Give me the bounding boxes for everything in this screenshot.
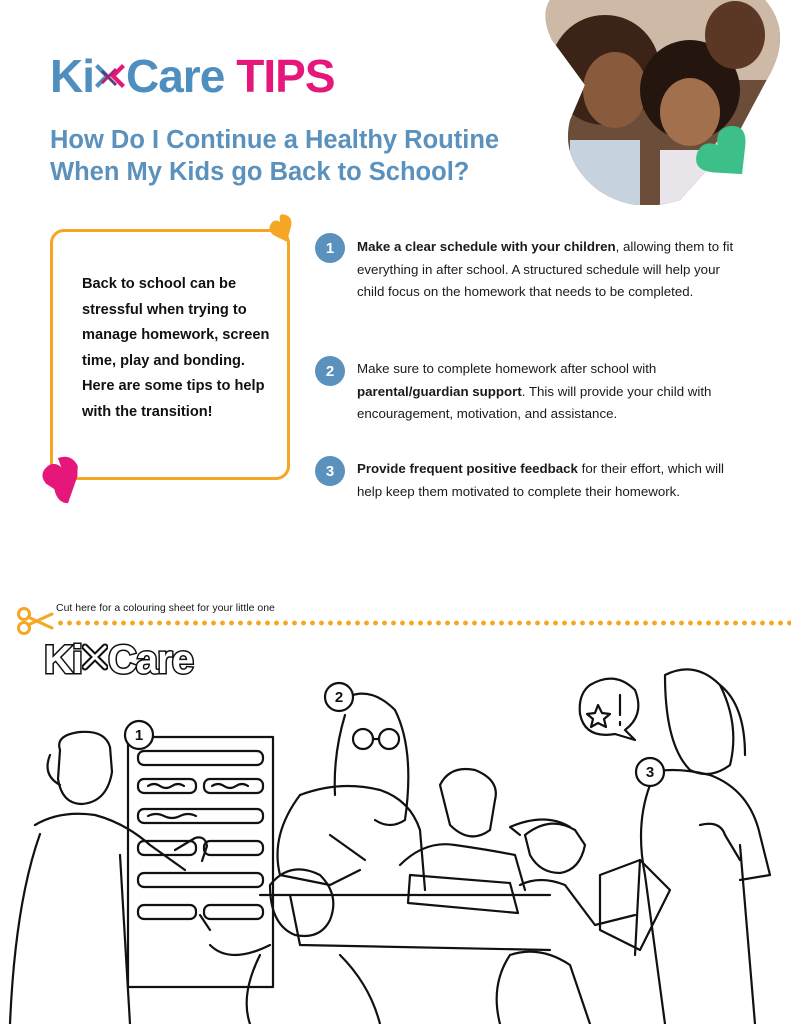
tip-1-bold: Make a clear schedule with your children bbox=[357, 239, 616, 254]
logo-care-text: Care bbox=[126, 50, 225, 102]
logo-kid-text: Ki bbox=[50, 50, 94, 102]
tip-number-badge: 1 bbox=[315, 233, 345, 263]
logo-x-mark-icon bbox=[95, 56, 125, 96]
tip-2-rest: . This will provide your child with encouragement, motivation, and assistance. bbox=[357, 383, 712, 421]
tip-3-rest: for their effort, which will help keep them motivated to complete their homework. bbox=[357, 461, 725, 499]
tip-2-bold: parental/guardian support bbox=[357, 383, 522, 399]
tip-number-badge: 3 bbox=[315, 456, 345, 486]
cut-line-label: Cut here for a colouring sheet for your little one bbox=[56, 602, 275, 614]
colouring-illustration bbox=[0, 655, 791, 1024]
tip-2-text bbox=[357, 358, 747, 426]
orange-heart-icon bbox=[268, 212, 298, 246]
dotted-cut-line bbox=[56, 620, 791, 626]
tip-3-text bbox=[357, 458, 747, 503]
kidcare-tips-logo bbox=[50, 50, 335, 102]
tip-1-text bbox=[357, 236, 747, 304]
marker-2: 2 bbox=[334, 689, 344, 706]
pink-heart-icon bbox=[40, 452, 84, 510]
tip-1-rest: , allowing them to fit everything in after school. A structured schedule will help your child focus on the homework that needs to be completed. bbox=[357, 239, 734, 299]
colouring-logo-care: Care bbox=[108, 638, 193, 682]
intro-callout-text: Back to school can be stressful when trying to manage homework, screen time, play and bonding. Here are some tips to help with the transition! bbox=[82, 276, 270, 420]
colouring-logo-kid: Ki bbox=[44, 638, 82, 682]
scissors-icon bbox=[16, 606, 54, 636]
tip-2-pre: Make sure to complete homework after school with bbox=[357, 361, 657, 376]
page-headline: How Do I Continue a Healthy Routine When My Kids go Back to School? bbox=[50, 126, 500, 186]
tip-number-badge: 2 bbox=[315, 356, 345, 386]
family-photo bbox=[540, 0, 791, 205]
logo-tips-text: TIPS bbox=[236, 50, 335, 102]
marker-1: 1 bbox=[134, 727, 144, 744]
marker-3: 3 bbox=[645, 764, 655, 781]
tip-3-bold: Provide frequent positive feedback bbox=[357, 461, 578, 476]
